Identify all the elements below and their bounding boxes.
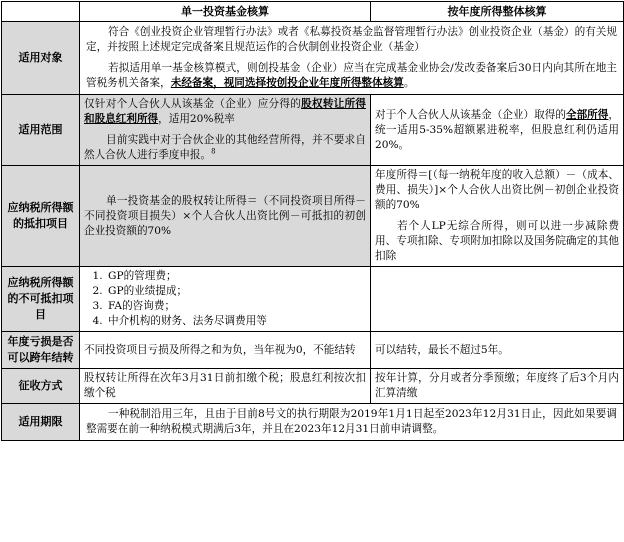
deductible-left	[80, 166, 371, 267]
applicable-object-p2	[86, 61, 617, 91]
row-label-applicable-range: 适用范围	[2, 95, 80, 166]
applicable-range-left-p1-pre: 仅针对个人合伙人从该基金（企业）应分得的	[84, 98, 302, 110]
applicable-range-left-p2-text: 目前实践中对于合伙企业的其他经营所得，并不要求自然人合伙人进行季度申报。	[84, 134, 366, 161]
row-label-deductible-items: 应纳税所得额的抵扣项目	[2, 166, 80, 267]
row-label-non-deductible-items: 应纳税所得额的不可抵扣项目	[2, 267, 80, 332]
row-applicable-range	[2, 95, 624, 166]
row-loss-carryforward	[2, 332, 624, 369]
loss-left: 不同投资项目亏损及所得之和为负，当年视为0，不能结转	[80, 332, 371, 369]
applicable-range-right	[371, 95, 624, 166]
list-item: 3. FA的咨询费；	[106, 299, 366, 314]
row-applicable-object	[2, 22, 624, 95]
non-deductible-left	[80, 267, 371, 332]
non-deductible-list	[84, 269, 366, 329]
applicable-object-p2-post: 。	[403, 77, 415, 89]
row-label-applicable-object: 适用对象	[2, 22, 80, 95]
list-item: 1. GP的管理费；	[106, 269, 366, 284]
loss-right: 可以结转，最长不超过5年。	[371, 332, 624, 369]
applicable-object-p2-pre: 若拟适用单一基金核算模式，则创投基金（企业）应当在完成基金业协会/发改委备案后30日内向其所在地主管税务机关备案，	[86, 62, 617, 89]
non-deductible-right	[371, 267, 624, 332]
collection-left: 股权转让所得在次年3月31日前扣缴个税；股息红利按次扣缴个税	[80, 369, 371, 404]
row-label-loss-carryforward: 年度亏损是否可以跨年结转	[2, 332, 80, 369]
row-label-collection-method: 征收方式	[2, 369, 80, 404]
applicable-period-cell	[80, 404, 624, 441]
applicable-range-right-bold: 全部所得	[565, 108, 609, 121]
deductible-right-p1: 年度所得＝[（每一纳税年度的收入总额）－（成本、费用、损失）]×个人合伙人出资比例－初创企业投资额的70%	[375, 169, 619, 211]
list-item: 2. GP的业绩提成；	[106, 284, 366, 299]
row-applicable-period	[2, 404, 624, 441]
applicable-object-p1: 符合《创业投资企业管理暂行办法》或者《私募投资基金监督管理暂行办法》创业投资企业（基金）的有关规定，并按照上述规定完成备案且规范运作的合伙制创业投资企业（基金）	[86, 26, 617, 53]
header-corner	[2, 2, 80, 22]
applicable-object-cell	[80, 22, 624, 95]
applicable-range-left-p2	[84, 133, 366, 163]
applicable-object-p2-bold: 未经备案，视同选择按创投企业年度所得整体核算	[170, 77, 404, 89]
list-item: 4. 中介机构的财务、法务尽调费用等	[106, 314, 366, 329]
applicable-range-left-p1	[84, 97, 366, 127]
row-collection-method	[2, 369, 624, 404]
applicable-range-right-post: ，统一适用5-35%超额累进税率，但股息红利仍适用20%。	[375, 108, 619, 151]
deductible-right	[371, 166, 624, 267]
header-single-fund: 单一投资基金核算	[80, 2, 371, 22]
applicable-period-text: 一种税制沿用三年，且由于目前8号文的执行期限为2019年1月1日起至2023年12月31日止，因此如果要调整需要在前一种纳税模式期满后3年，并且在2023年12月31日前申请调整。	[86, 408, 617, 435]
collection-right: 按年计算，分月或者分季预缴；年度终了后3个月内汇算清缴	[371, 369, 624, 404]
row-non-deductible-items	[2, 267, 624, 332]
deductible-left-text: 单一投资基金的股权转让所得＝（不同投资项目所得－不同投资项目损失）×个人合伙人出资比例－可抵扣的初创企业投资额的70%	[84, 194, 366, 237]
row-deductible-items	[2, 166, 624, 267]
applicable-range-left	[80, 95, 371, 166]
applicable-range-left-p1-post: ，适用20%税率	[158, 113, 235, 125]
applicable-range-right-p	[375, 108, 619, 153]
header-annual-overall: 按年度所得整体核算	[371, 2, 624, 22]
tax-comparison-table	[1, 1, 624, 441]
deductible-right-p2: 若个人LP无综合所得，则可以进一步减除费用、专项扣除、专项附加扣除以及国务院确定的其他扣除	[375, 220, 619, 262]
header-row	[2, 2, 624, 22]
applicable-range-left-p1-bold: 股权转让所得和股息红利所得	[84, 98, 366, 125]
footnote-ref: 8	[211, 147, 216, 156]
applicable-range-right-pre: 对于个人合伙人从该基金（企业）取得的	[375, 108, 566, 121]
row-label-applicable-period: 适用期限	[2, 404, 80, 441]
